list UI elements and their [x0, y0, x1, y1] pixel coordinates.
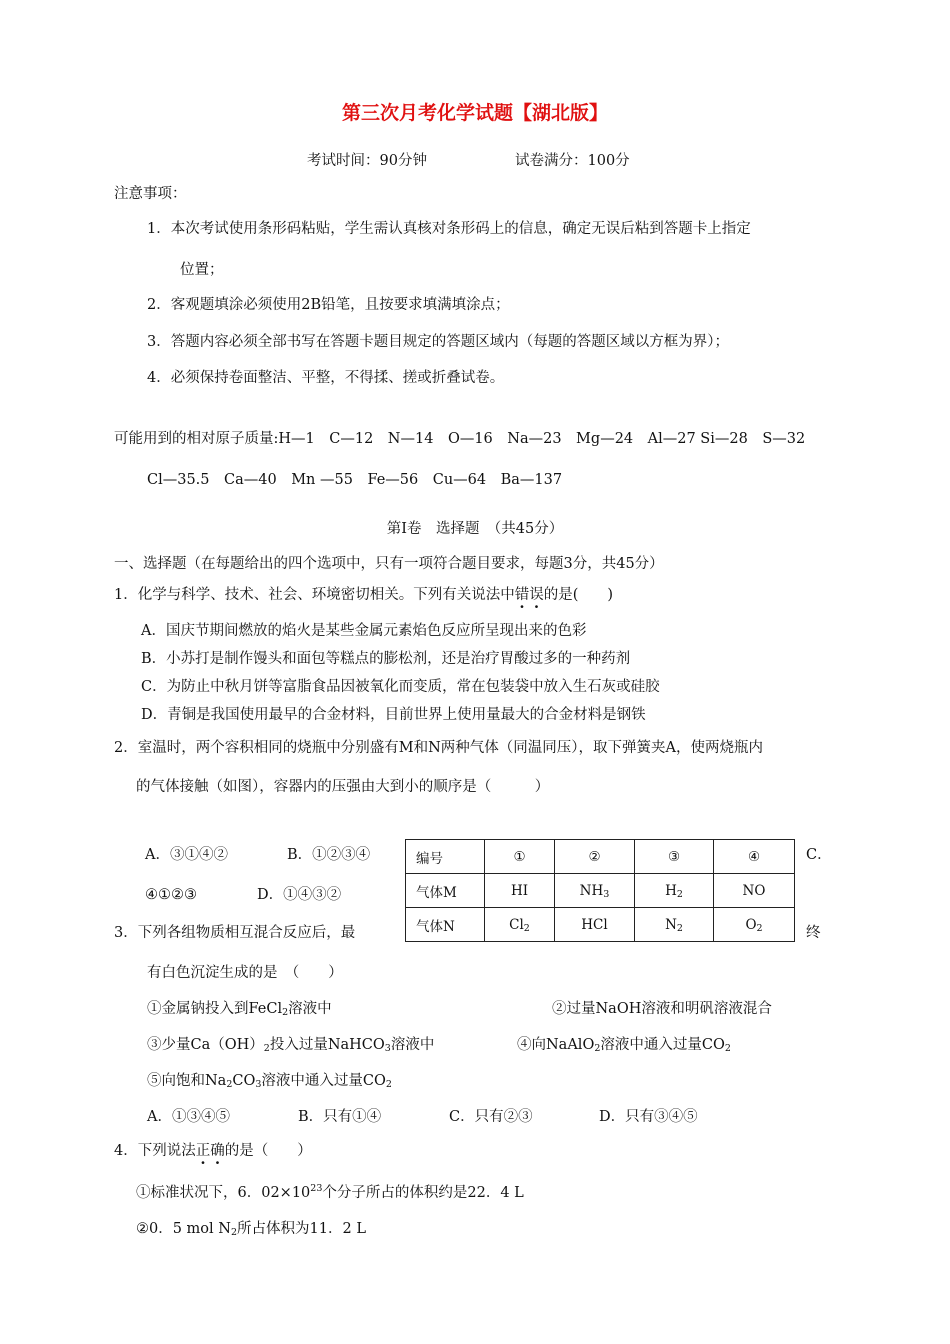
gas-table [405, 839, 795, 942]
table-cell [555, 874, 635, 908]
formula-subscript: 2 [263, 1043, 270, 1054]
item-text: 溶液中通入过量CO [600, 1037, 725, 1053]
item-text: 溶液中 [288, 1001, 332, 1017]
q3-item-1 [147, 1002, 332, 1017]
table-header: 编号 [406, 840, 485, 874]
q2-option-c-value: ④①②③ [145, 887, 197, 903]
q1-stem-text: 1．化学与科学、技术、社会、环境密切相关。下列有关说法中 [114, 587, 515, 603]
q3-item-3 [147, 1038, 434, 1053]
table-cell: NO [714, 874, 795, 908]
page-title: 第三次月考化学试题【湖北版】 [341, 102, 608, 124]
item-text: CO [232, 1073, 256, 1089]
q4-stem-text: 的是（ ） [224, 1143, 312, 1159]
q3-stem: 有白色沉淀生成的是 （ ） [147, 965, 343, 981]
table-cell [635, 874, 714, 908]
formula-subscript: 2 [385, 1079, 392, 1090]
item-text: ②0．5 mol N [136, 1221, 231, 1237]
notes-heading: 注意事项： [114, 186, 187, 202]
emphasis-char: 确 [210, 1143, 225, 1159]
note-item: 2．客观题填涂必须使用2B铅笔，且按要求填满填涂点； [147, 297, 510, 313]
table-header: ① [485, 840, 555, 874]
q3-item-5 [147, 1074, 392, 1089]
note-item: 位置； [180, 262, 224, 278]
atomic-mass-line: 可能用到的相对原子质量:H—1 C—12 N—14 O—16 Na—23 Mg—24 Al—27 Si—28 S—32 [114, 431, 806, 447]
table-cell [635, 908, 714, 942]
table-header: ② [555, 840, 635, 874]
item-text: ①金属钠投入到FeCl [147, 1001, 283, 1017]
item-text: 溶液中 [390, 1037, 435, 1053]
q4-item-2 [136, 1222, 366, 1237]
table-cell: HI [485, 874, 555, 908]
q2-stem: 的气体接触（如图），容器内的压强由大到小的顺序是（ ） [136, 779, 550, 795]
emphasis-char: 错 [514, 587, 530, 603]
atomic-mass-line: Cl—35.5 Ca—40 Mn —55 Fe—56 Cu—64 Ba—137 [147, 472, 563, 488]
q4-stem [114, 1144, 312, 1159]
table-cell: 气体N [406, 908, 485, 942]
q3-stem-end: 终 [806, 925, 821, 941]
table-cell [714, 908, 795, 942]
q1-option-c: C．为防止中秋月饼等富脂食品因被氧化而变质，常在包装袋中放入生石灰或硅胶 [141, 679, 660, 695]
q3-option-c: C．只有②③ [449, 1109, 533, 1125]
q3-option-b: B．只有①④ [298, 1109, 382, 1125]
table-row [406, 874, 795, 908]
formula-text: O [745, 916, 757, 933]
table-row [406, 840, 795, 874]
formula-subscript: 2 [756, 922, 763, 934]
formula-superscript: 23 [310, 1183, 323, 1194]
q1-stem [114, 588, 613, 603]
item-text: ①标准状况下，6．02×10 [136, 1185, 311, 1201]
formula-text: N [665, 916, 677, 933]
q4-item-1 [136, 1183, 524, 1201]
section-heading: 第Ⅰ卷 选择题 （共45分） [386, 521, 564, 537]
item-text: ⑤向饱和Na [147, 1073, 227, 1089]
q1-stem-text: 的是( ) [543, 587, 614, 603]
emphasis-char: 正 [195, 1143, 211, 1159]
q2-option-a: A．③①④② [145, 847, 228, 863]
item-text: 所占体积为11．2 L [237, 1221, 366, 1237]
formula-subscript: 2 [676, 888, 683, 900]
formula-subscript: 3 [603, 888, 610, 900]
table-header: ③ [635, 840, 714, 874]
table-cell: 气体M [406, 874, 485, 908]
item-text: ③少量Ca（OH） [147, 1037, 264, 1053]
q2-option-b: B．①②③④ [287, 847, 371, 863]
table-header: ④ [714, 840, 795, 874]
table-cell: HCl [555, 908, 635, 942]
item-text: ④向NaAlO [517, 1037, 595, 1053]
formula-subscript: 2 [594, 1043, 601, 1054]
item-text: 溶液中通入过量CO [261, 1073, 386, 1089]
formula-subscript: 2 [676, 922, 683, 934]
formula-text: NH [579, 882, 604, 899]
formula-text: Cl [509, 916, 524, 933]
q3-item-4 [517, 1038, 731, 1053]
note-item: 3．答题内容必须全部书写在答题卡题目规定的答题区域内（每题的答题区域以方框为界）； [147, 334, 729, 350]
section-instruction: 一、选择题（在每题给出的四个选项中，只有一项符合题目要求，每题3分，共45分） [114, 556, 664, 572]
exam-score: 试卷满分：100分 [515, 153, 630, 169]
q3-option-a: A．①③④⑤ [147, 1109, 230, 1125]
note-item: 4．必须保持卷面整洁、平整，不得揉、搓或折叠试卷。 [147, 370, 505, 386]
formula-subscript: 3 [384, 1043, 391, 1054]
formula-text: H [665, 882, 677, 899]
q3-option-d: D．只有③④⑤ [599, 1109, 698, 1125]
q2-option-c-label: C． [806, 847, 832, 863]
formula-subscript: 2 [226, 1079, 233, 1090]
q2-stem: 2．室温时，两个容积相同的烧瓶中分别盛有M和N两种气体（同温同压），取下弹簧夹A，使两烧瓶内 [114, 740, 763, 756]
q1-option-d: D．青铜是我国使用最早的合金材料，目前世界上使用量最大的合金材料是钢铁 [141, 707, 646, 723]
q3-item-2: ②过量NaOH溶液和明矾溶液混合 [552, 1001, 772, 1017]
table-cell [485, 908, 555, 942]
q1-option-b: B．小苏打是制作馒头和面包等糕点的膨松剂，还是治疗胃酸过多的一种药剂 [141, 651, 631, 667]
note-item: 1．本次考试使用条形码粘贴，学生需认真核对条形码上的信息，确定无误后粘到答题卡上指定 [147, 221, 751, 237]
formula-subscript: 2 [230, 1227, 238, 1238]
table-row [406, 908, 795, 942]
item-text: 个分子所占的体积约是22．4 L [322, 1185, 524, 1201]
formula-subscript: 2 [282, 1007, 289, 1018]
q4-stem-text: 4．下列说法 [114, 1143, 196, 1159]
formula-subscript: 2 [724, 1043, 731, 1054]
item-text: 投入过量NaHCO [269, 1037, 385, 1053]
q1-option-a: A．国庆节期间燃放的焰火是某些金属元素焰色反应所呈现出来的色彩 [141, 623, 587, 639]
q3-stem: 3．下列各组物质相互混合反应后，最 [114, 925, 356, 941]
exam-time: 考试时间：90分钟 [307, 153, 427, 169]
q2-option-d: D．①④③② [257, 887, 342, 903]
formula-subscript: 2 [523, 922, 530, 934]
formula-subscript: 3 [255, 1079, 262, 1090]
emphasis-char: 误 [529, 587, 544, 603]
